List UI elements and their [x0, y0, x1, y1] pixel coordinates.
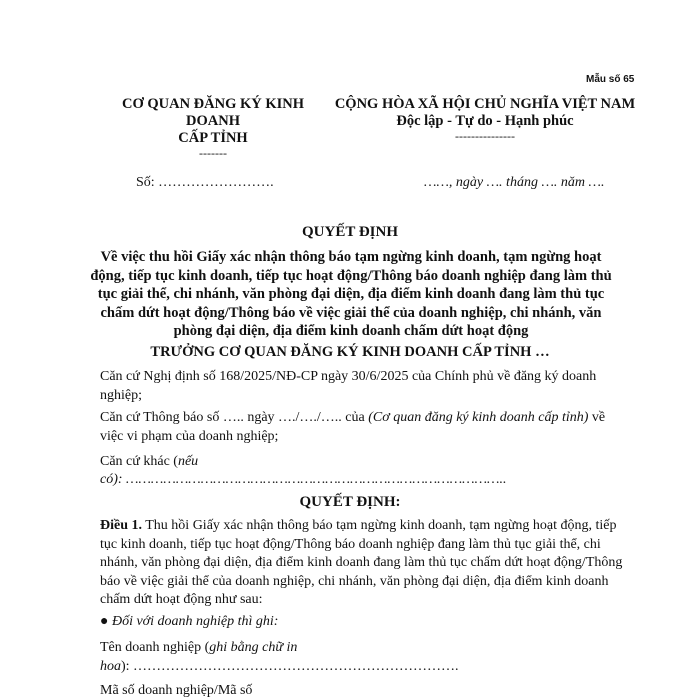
decision-heading: QUYẾT ĐỊNH:	[299, 494, 401, 510]
company-name-line-2	[100, 659, 459, 675]
authority-heading: TRƯỞNG CƠ QUAN ĐĂNG KÝ KINH DOANH CẤP TỈNH …	[150, 344, 550, 360]
national-header	[332, 96, 638, 142]
basis-other	[100, 452, 220, 471]
header-divider-left: -------	[199, 146, 227, 160]
national-motto: Độc lập - Tự do - Hạnh phúc	[396, 113, 574, 129]
document-number: Số: …………………….	[136, 175, 274, 190]
authority-name: CƠ QUAN ĐĂNG KÝ KINH DOANH	[121, 96, 305, 129]
basis-decree: Căn cứ Nghị định số 168/2025/NĐ-CP ngày 30/6/2025 của Chính phủ về đăng ký doanh nghiệp;	[100, 369, 597, 403]
authority-level: CẤP TỈNH	[178, 130, 248, 146]
company-name-blank: ): …………………………………………………………….	[121, 659, 459, 674]
basis-notice-authority: (Cơ quan đăng ký kinh doanh cấp tỉnh)	[368, 410, 589, 425]
document-title: QUYẾT ĐỊNH	[302, 224, 398, 240]
basis-other-italic: nếu	[177, 454, 199, 469]
basis-other-prefix: Căn cứ khác (	[100, 454, 178, 469]
issuing-authority-header	[108, 96, 318, 159]
article-1	[100, 517, 630, 610]
company-name-line-1	[100, 640, 297, 656]
enterprise-bullet: ● Đối với doanh nghiệp thì ghi:	[100, 614, 279, 629]
basis-notice-prefix: Căn cứ Thông báo số ….. ngày …./…./….. của	[100, 410, 369, 425]
tax-id-line: Mã số doanh nghiệp/Mã số	[100, 683, 253, 698]
basis-notice-suffix: về việc vi phạm của doanh nghiệp;	[100, 410, 606, 444]
basis-other-line: có): ………………………………………………………………………………..	[100, 472, 507, 487]
basis-notice	[100, 408, 630, 446]
header-divider-right: ---------------	[455, 129, 515, 143]
company-name-hint: ghi bằng chữ in	[209, 640, 298, 655]
document-date: ……, ngày …. tháng …. năm ….	[424, 175, 605, 190]
article-1-text: Thu hồi Giấy xác nhận thông báo tạm ngừng kinh doanh, tạm ngừng hoạt động, tiếp tục kinh doanh, tiếp tục hoạt động/Thông báo doanh nghiệp đang làm thủ tục giải thể, chi nhánh, văn phòng đại diện, địa điểm kinh doanh đang làm thủ tục chấm dứt hoạt động/Thông báo về việc giải thể của doanh nghiệp, chi nhánh, văn phòng đại diện, địa điểm kinh doanh chấm dứt hoạt động như sau:	[100, 518, 623, 607]
document-subtitle: Về việc thu hồi Giấy xác nhận thông báo tạm ngừng kinh doanh, tạm ngừng hoạt động, tiếp tục kinh doanh, tiếp tục hoạt động/Thông báo doanh nghiệp đang làm thủ tục giải thể, chi nhánh, văn phòng đại diện, địa điểm kinh doanh đang làm thủ tục chấm dứt hoạt động/Thông báo về việc giải thể của doanh nghiệp, chi nhánh, văn phòng đại diện, địa điểm kinh doanh chấm dứt hoạt động	[90, 249, 612, 339]
company-name-prefix: Tên doanh nghiệp (	[100, 640, 210, 655]
article-1-label: Điều 1.	[100, 518, 142, 533]
country-name: CỘNG HÒA XÃ HỘI CHỦ NGHĨA VIỆT NAM	[334, 96, 636, 112]
form-number: Mẫu số 65	[586, 74, 635, 85]
company-name-hint-end: hoa	[100, 659, 121, 674]
